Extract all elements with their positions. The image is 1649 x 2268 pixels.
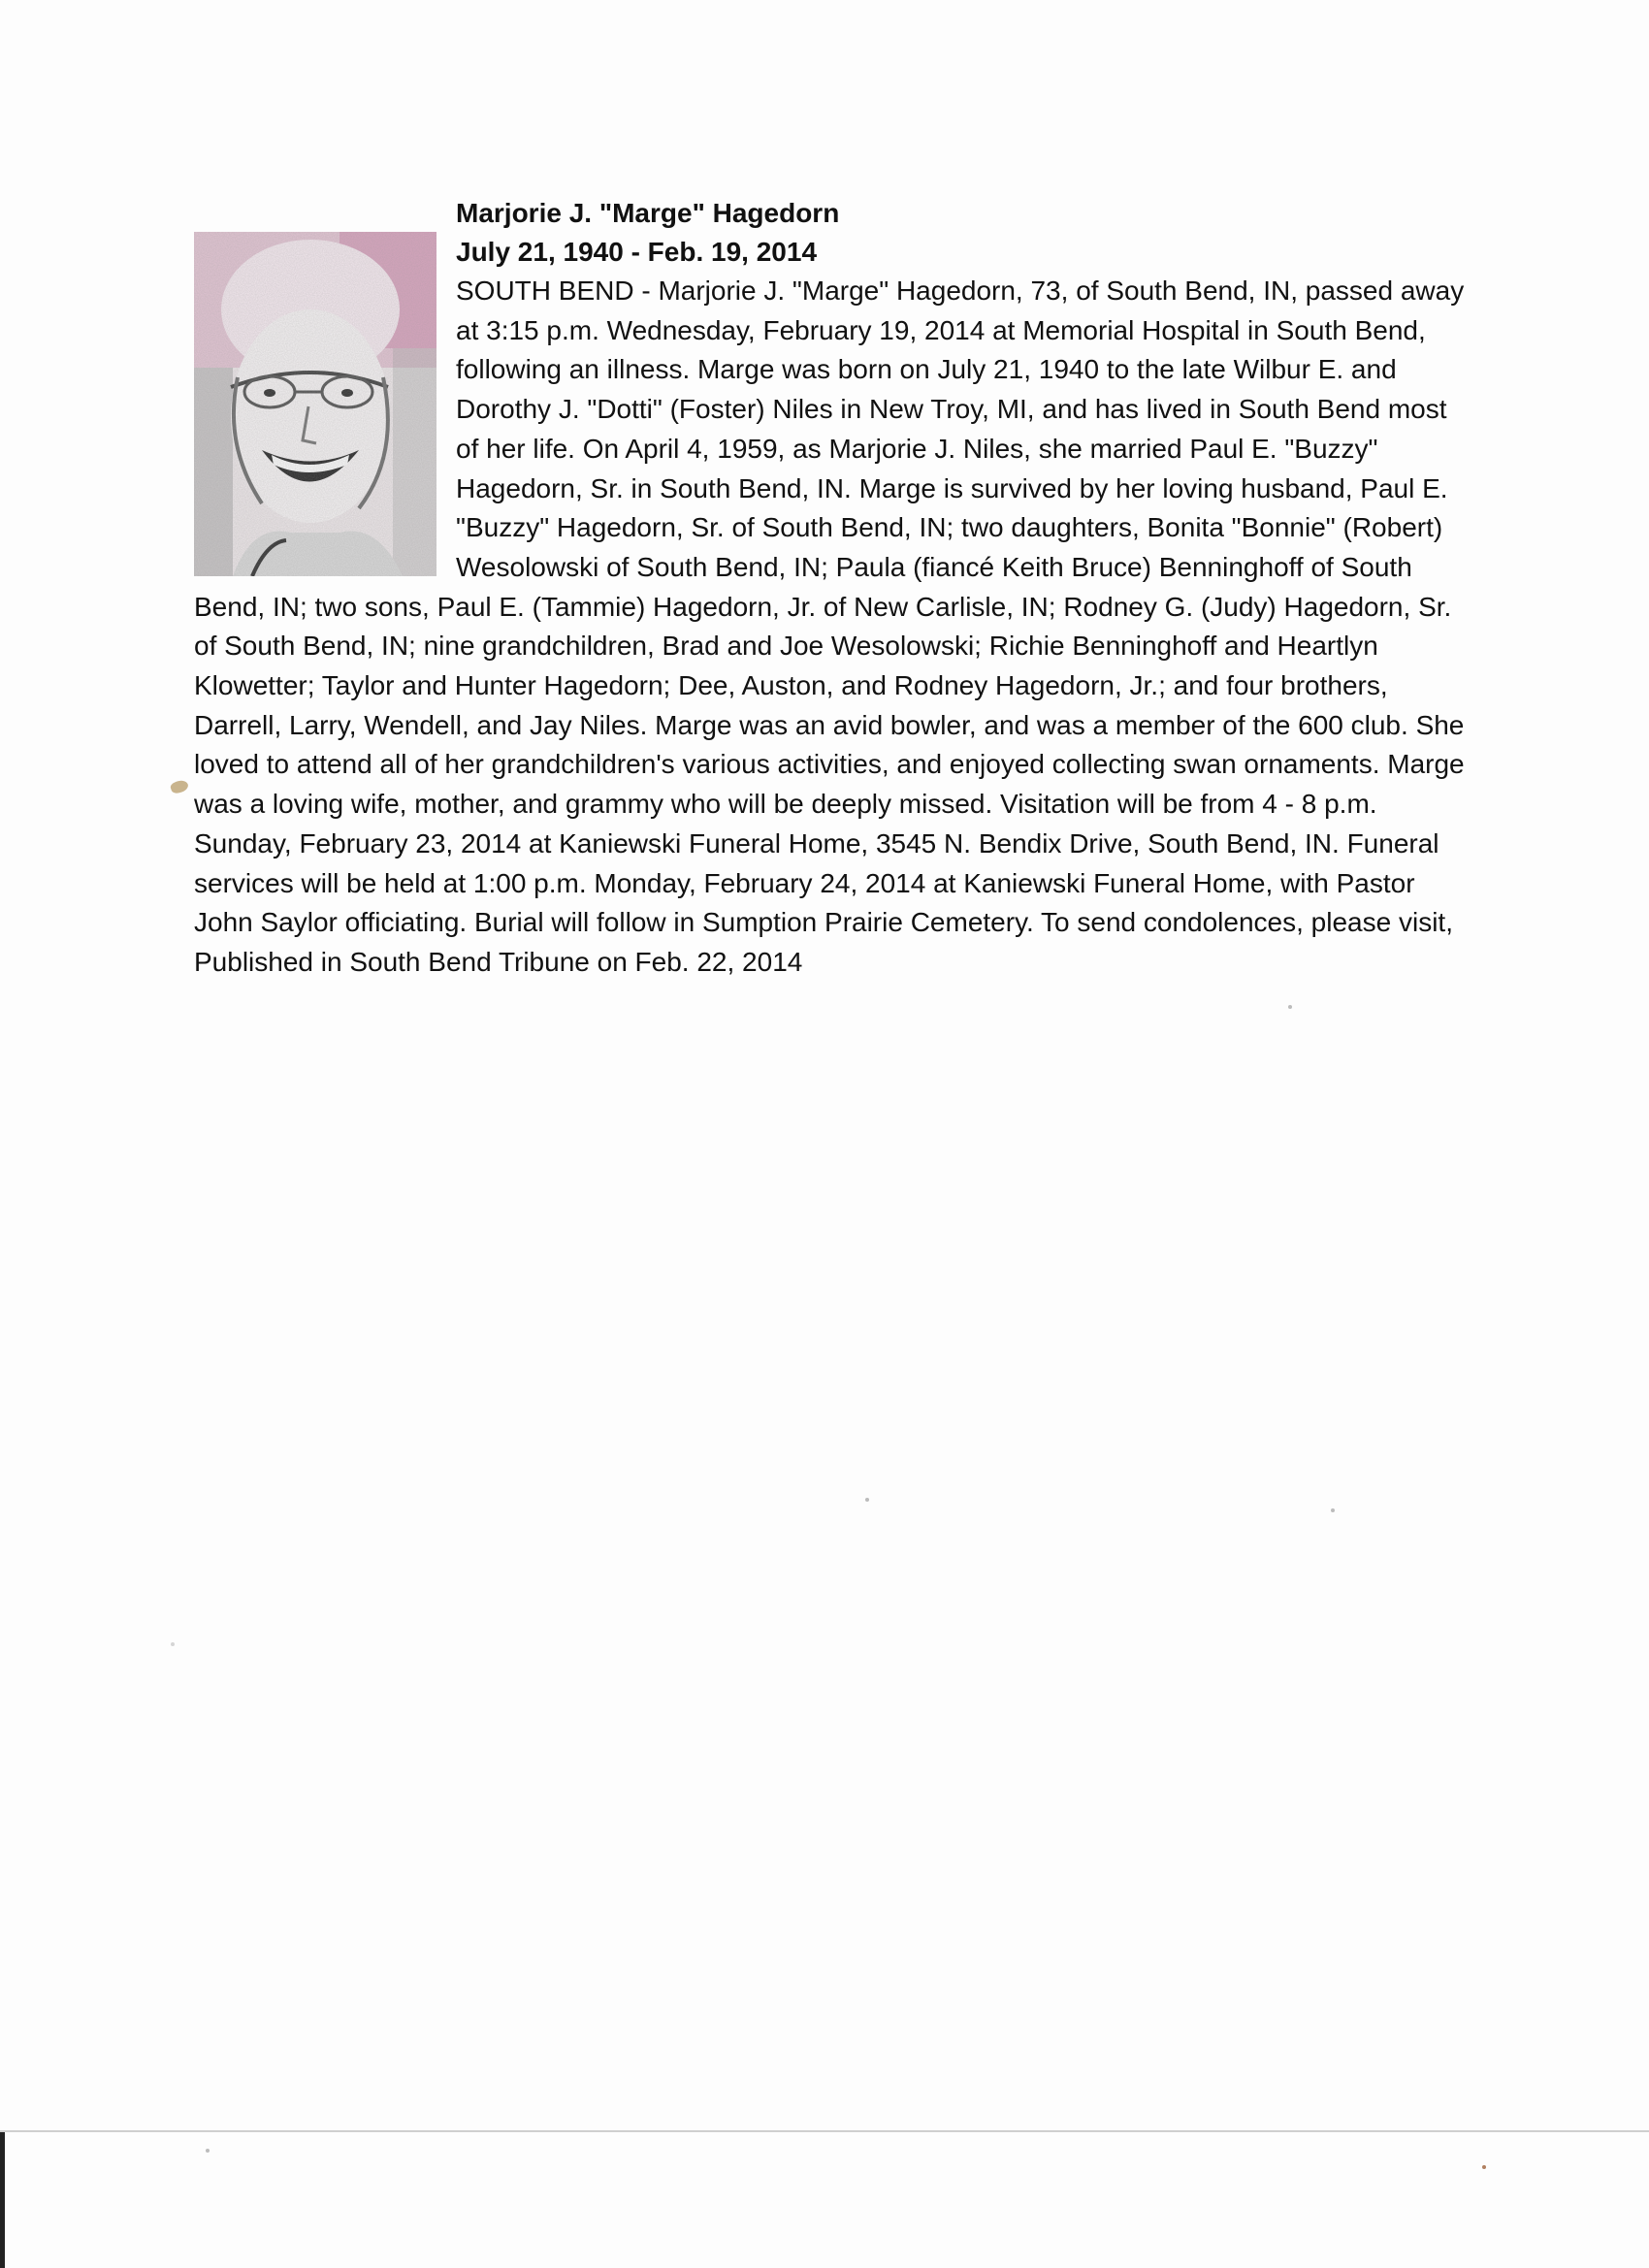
scan-speck [171, 1642, 175, 1646]
scan-speck [1482, 2165, 1486, 2169]
portrait-photo [194, 232, 436, 576]
scanner-bottom-edge [0, 2130, 1649, 2132]
obituary-body: SOUTH BEND - Marjorie J. "Marge" Hagedorn, 73, of South Bend, IN, passed away at 3:15 p.m. Wednesday, February 19, 2014 at Memorial Hospital in South Bend, following an illness. Marge was born on July 21, 1940 to the late Wilbur E. and Dorothy J. "Dotti" (Foster) Niles in New Troy, MI, and has lived in South Bend most of her life. On April 4, 1959, as Marjorie J. Niles, she married Paul E. "Buzzy" Hagedorn, Sr. in South Bend, IN. Marge is survived by her loving husband, Paul E. "Buzzy" Hagedorn, Sr. of South Bend, IN; two daughters, Bonita "Bonnie" (Robert) Wesolowski of South Bend, IN; Paula (fiancé Keith Bruce) Benninghoff of South Bend, IN; two sons, Paul E. (Tammie) Hagedorn, Jr. of New Carlisle, IN; Rodney G. (Judy) Hagedorn, Sr. of South Bend, IN; nine grandchildren, Brad and Joe Wesolowski; Richie Benninghoff and Heartlyn Klowetter; Taylor and Hunter Hagedorn; Dee, Auston, and Rodney Hagedorn, Jr.; and four brothers, Darrell, Larry, Wendell, and Jay Niles. Marge was an avid bowler, and was a member of the 600 club. She loved to attend all of her grandchildren's various activities, and enjoyed collecting swan ornaments. Marge was a loving wife, mother, and grammy who will be deeply missed. Visitation will be from 4 - 8 p.m. Sunday, February 23, 2014 at Kaniewski Funeral Home, 3545 N. Bendix Drive, South Bend, IN. Funeral services will be held at 1:00 p.m. Monday, February 24, 2014 at Kaniewski Funeral Home, with Pastor John Saylor officiating. Burial will follow in Sumption Prairie Cemetery. To send condolences, please visit, [194, 275, 1465, 938]
obituary-dates: July 21, 1940 - Feb. 19, 2014 [456, 237, 818, 267]
publication-line: Published in South Bend Tribune on Feb. 22, 2014 [194, 946, 803, 977]
scan-speck [1288, 1005, 1292, 1009]
scan-speck [206, 2149, 210, 2153]
obituary-name: Marjorie J. "Marge" Hagedorn [456, 198, 840, 228]
scan-speck [1331, 1508, 1335, 1512]
scanner-left-edge [0, 2132, 5, 2268]
scan-speck [865, 1498, 869, 1502]
scan-smudge [169, 778, 189, 794]
obituary-notice [194, 194, 1465, 983]
